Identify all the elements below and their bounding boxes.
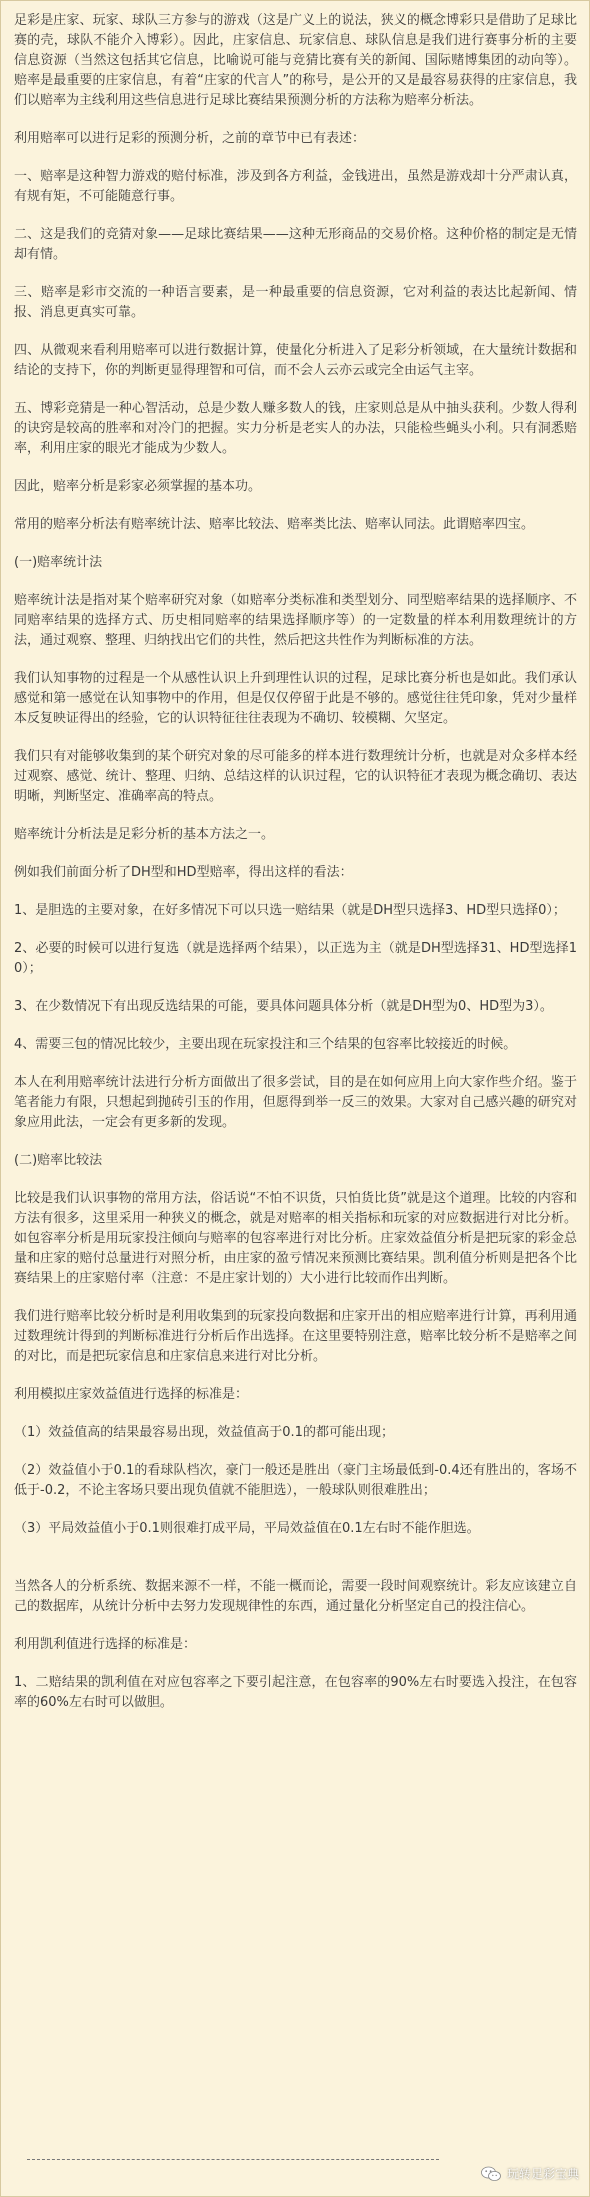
efficiency-criterion-2: （2）效益值小于0.1的看球队档次，豪门一般还是胜出（豪门主场最低到-0.4还有胜出的，客场不低于-0.2，不论主客场只要出现负值就不能胆选），一般球队则很难胜出；: [14, 1463, 577, 1498]
efficiency-criteria-heading: 利用模拟庄家效益值进行选择的标准是：: [14, 1387, 249, 1402]
intro-paragraph: 足彩是庄家、玩家、球队三方参与的游戏（这是广义上的说法，狭义的概念博彩只是借助了足球比赛的壳，球队不能介入博彩）。因此，庄家信息、玩家信息、球队信息是我们进行赛事分析的主要信息资源（当然这包括其它信息，比喻说可能与竞猜比赛有关的新闻、国际赌博集团的动向等）。赔率是最重要的庄家信息，有着“庄家的代言人”的称号，是公开的又是最容易获得的庄家信息，我们以赔率为主线利用这些信息进行足球比赛结果预测分析的方法称为赔率分析法。: [14, 13, 577, 108]
example-item-4: 4、需要三包的情况比较少，主要出现在玩家投注和三个结果的包容率比较接近的时候。: [14, 1037, 517, 1052]
methods-paragraph: 常用的赔率分析法有赔率统计法、赔率比较法、赔率类比法、赔率认同法。此谓赔率四宝。: [14, 517, 535, 532]
point-1-paragraph: 一、赔率是这种智力游戏的赔付标准，涉及到各方利益，金钱进出，虽然是游戏却十分严肃认真，有规有矩，不可能随意行事。: [14, 169, 577, 204]
example-item-1: 1、是胆选的主要对象，在好多情况下可以只选一赔结果（就是DH型只选择3、HD型只选择0）；: [14, 903, 566, 918]
watermark: [481, 2165, 579, 2182]
wechat-icon: [481, 2166, 501, 2182]
point-3-paragraph: 三、赔率是彩市交流的一种语言要素，是一种最重要的信息资源，它对利益的表达比起新闻、情报、消息更真实可靠。: [14, 285, 577, 320]
point-4-paragraph: 四、从微观来看利用赔率可以进行数据计算，使量化分析进入了足彩分析领域，在大量统计数据和结论的支持下，你的判断更显得理智和可信，而不会人云亦云或完全由运气主宰。: [14, 343, 577, 378]
sample-analysis-paragraph: 我们只有对能够收集到的某个研究对象的尽可能多的样本进行数理统计分析，也就是对众多样本经过观察、感觉、统计、整理、归纳、总结这样的认识过程，它的认识特征才表现为概念确切、表达明晰，判断坚定、准确率高的特点。: [14, 749, 577, 804]
cognition-paragraph: 我们认知事物的过程是一个从感性认识上升到理性认识的过程，足球比赛分析也是如此。我们承认感觉和第一感觉在认知事物中的作用，但是仅仅停留于此是不够的。感觉往往凭印象，凭对少量样本反复映证得出的经验，它的认识特征往往表现为不确切、较模糊、欠坚定。: [14, 671, 577, 726]
kelly-criteria-heading: 利用凯利值进行选择的标准是：: [14, 1637, 197, 1652]
efficiency-criterion-3: （3）平局效益值小于0.1则很难打成平局，平局效益值在0.1左右时不能作胆选。: [14, 1521, 480, 1536]
efficiency-criterion-1: （1）效益值高的结果最容易出现，效益值高于0.1的都可能出现；: [14, 1425, 394, 1440]
lead-paragraph: 利用赔率可以进行足彩的预测分析，之前的章节中已有表述：: [14, 131, 366, 146]
point-5-paragraph: 五、博彩竞猜是一种心智活动，总是少数人赚多数人的钱，庄家则总是从中抽头获利。少数人得利的诀窍是较高的胜率和对冷门的把握。实力分析是老实人的办法，只能检些蝇头小利。只有洞悉赔率，利用庄家的眼光才能成为少数人。: [14, 401, 577, 456]
section-heading-statistics: (一)赔率统计法: [14, 555, 103, 570]
example-item-3: 3、在少数情况下有出现反选结果的可能，要具体问题具体分析（就是DH型为0、HD型为3）。: [14, 999, 553, 1014]
author-note-paragraph: 本人在利用赔率统计法进行分析方面做出了很多尝试，目的是在如何应用上向大家作些介绍。鉴于笔者能力有限，只想起到抛砖引玉的作用，但愿得到举一反三的效果。大家对自己感兴趣的研究对象应用此法，一定会有更多新的发现。: [14, 1075, 577, 1130]
example-item-2: 2、必要的时候可以进行复选（就是选择两个结果），以正选为主（就是DH型选择31、HD型选择10）；: [14, 941, 577, 976]
database-advice-paragraph: 当然各人的分析系统、数据来源不一样，不能一概而论，需要一段时间观察统计。彩友应该建立自己的数据库，从统计分析中去努力发现规律性的东西，通过量化分析坚定自己的投注信心。: [14, 1579, 577, 1614]
article-body: [1, 1, 589, 1713]
conclusion-paragraph: 因此，赔率分析是彩家必须掌握的基本功。: [14, 479, 262, 494]
kelly-criterion-1: 1、二赔结果的凯利值在对应包容率之下要引起注意，在包容率的90%左右时要选入投注，在包容率的60%左右时可以做胆。: [14, 1675, 577, 1710]
watermark-text: 玩转足彩宝典: [506, 2167, 579, 2181]
point-2-paragraph: 二、这是我们的竞猜对象——足球比赛结果——这种无形商品的交易价格。这种价格的制定是无情却有情。: [14, 227, 577, 262]
basic-method-paragraph: 赔率统计分析法是足彩分析的基本方法之一。: [14, 827, 275, 842]
statistics-definition-paragraph: 赔率统计法是指对某个赔率研究对象（如赔率分类标准和类型划分、同型赔率结果的选择顺序、不同赔率结果的选择方式、历史相同赔率的结果选择顺序等）的一定数量的样本利用数理统计的方法，通过观察、整理、归纳找出它们的共性，然后把这共性作为判断标准的方法。: [14, 593, 577, 648]
section-heading-comparison: (二)赔率比较法: [14, 1153, 103, 1168]
comparison-method-paragraph: 我们进行赔率比较分析时是利用收集到的玩家投向数据和庄家开出的相应赔率进行计算，再利用通过数理统计得到的判断标准进行分析后作出选择。在这里要特别注意，赔率比较分析不是赔率之间的对比，而是把玩家信息和庄家信息来进行对比分析。: [14, 1309, 577, 1364]
example-paragraph: 例如我们前面分析了DH型和HD型赔率，得出这样的看法：: [14, 865, 353, 880]
comparison-definition-paragraph: 比较是我们认识事物的常用方法，俗话说“不怕不识货，只怕货比货”就是这个道理。比较的内容和方法有很多，这里采用一种狭义的概念，就是对赔率的相关指标和玩家的对应数据进行对比分析。如包容率分析是用玩家投注倾向与赔率的包容率进行对比分析。庄家效益值分析是把玩家的彩金总量和庄家的赔付总量进行对照分析，由庄家的盈亏情况来预测比赛结果。凯利值分析则是把各个比赛结果上的庄家赔付率（注意：不是庄家计划的）大小进行比较而作出判断。: [14, 1191, 577, 1286]
dashed-divider: [27, 2159, 439, 2160]
